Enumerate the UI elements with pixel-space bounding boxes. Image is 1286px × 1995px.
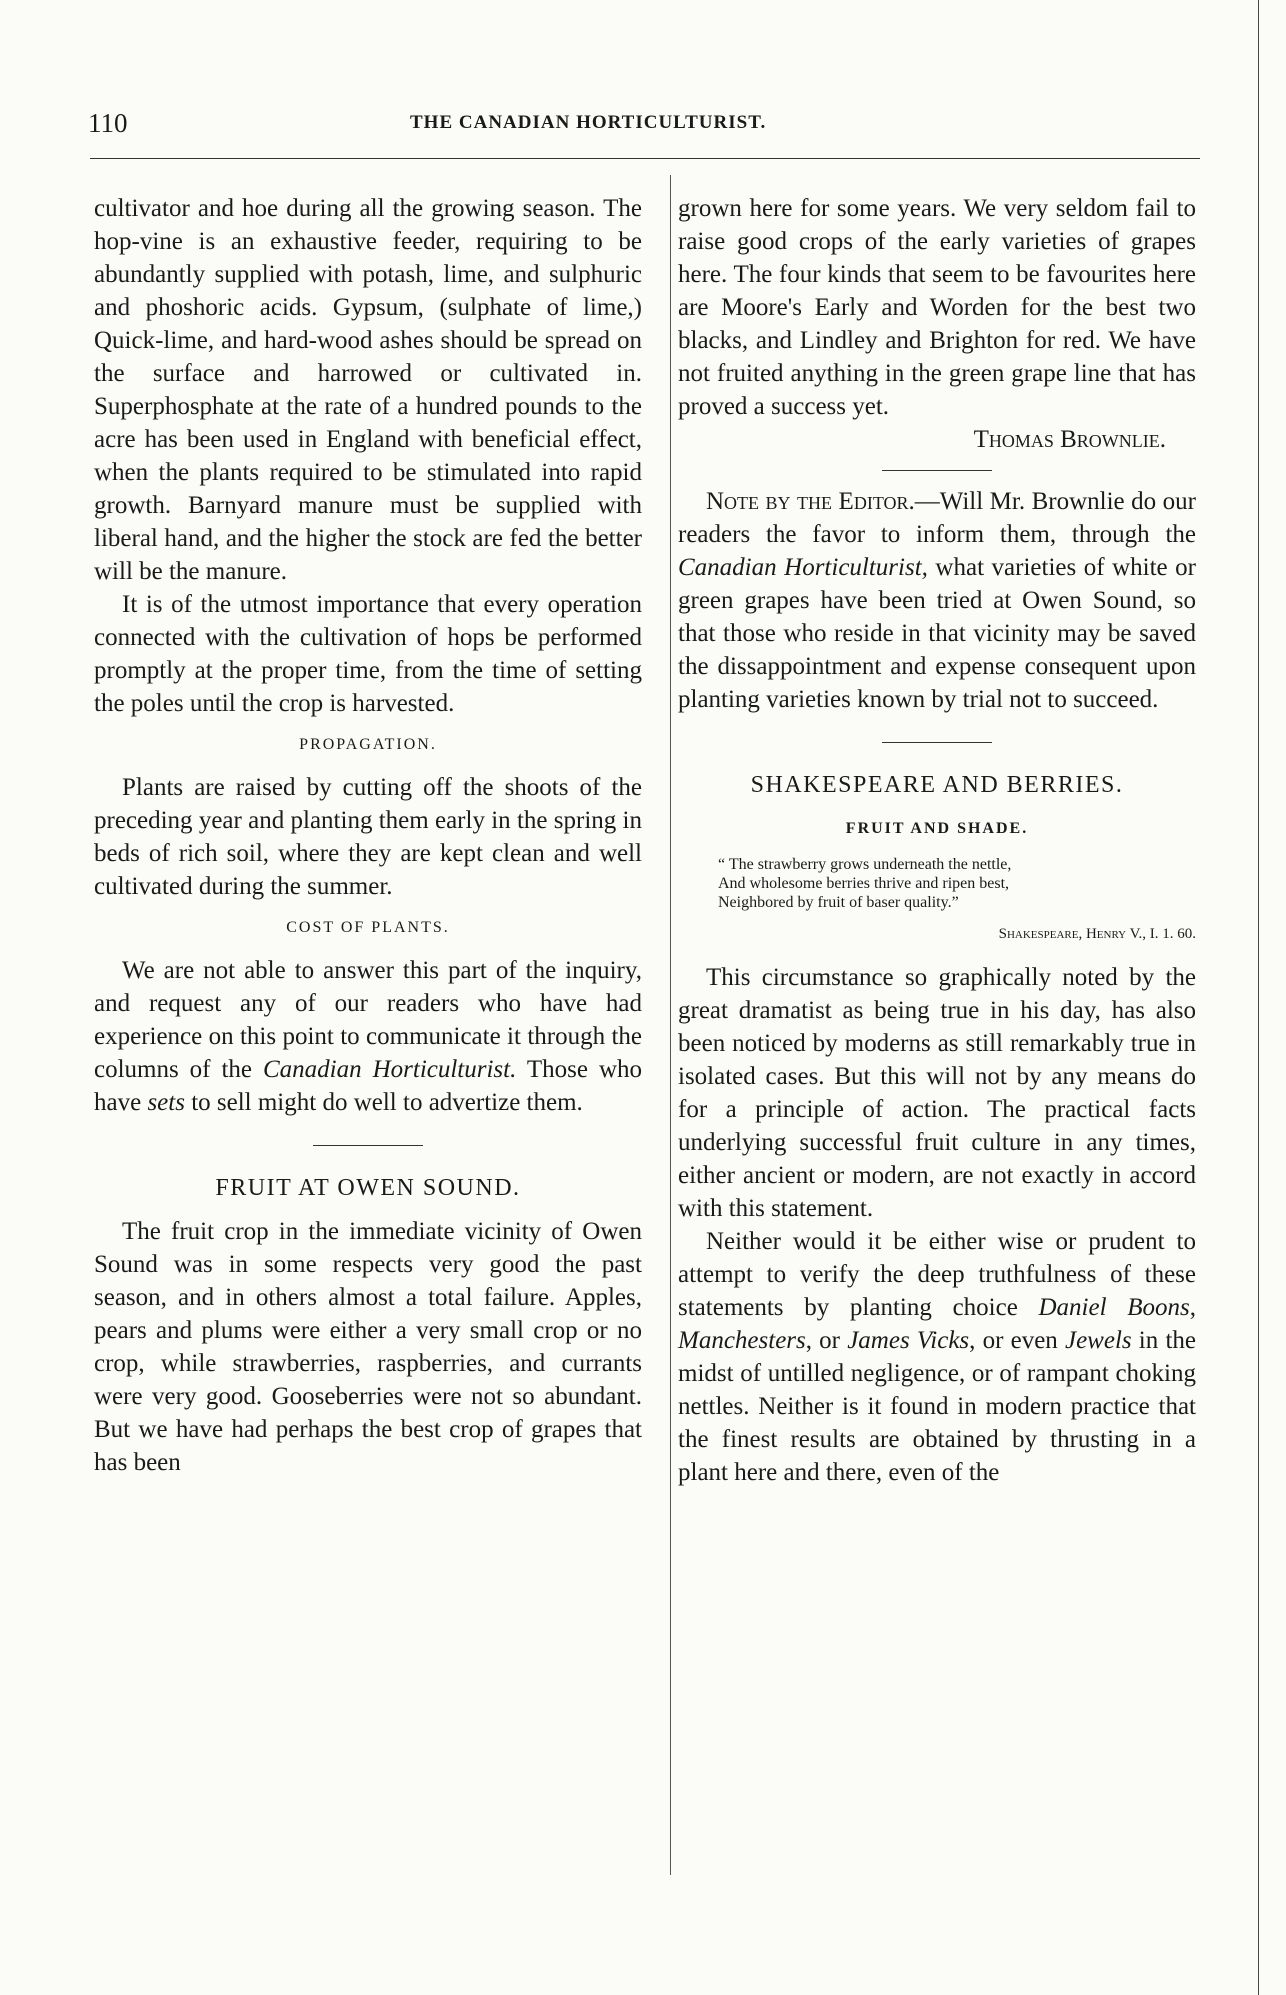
note-rule: [882, 470, 992, 471]
neither-text-5: in the midst of untilled negligence, or of rampant choking nettles. Neither is it found in modern practice that the finest results are obtained by thrusting in a plant here and there, even of the: [678, 1327, 1196, 1486]
shakespeare-heading: SHAKESPEARE AND BERRIES.: [750, 772, 1124, 798]
variety-daniel-boons: Daniel Boons: [1038, 1294, 1190, 1321]
quote-line-2: And wholesome berries thrive and ripen best,: [718, 875, 1010, 892]
editor-note-lead: Note by the Editor.: [706, 488, 915, 515]
circumstance-paragraph: This circumstance so graphically noted by the great dramatist as being true in his day, has also been noticed by moderns as still remarkably true in isolated cases. But this will not by any means do for a principle of action. The practical facts underlying successful fruit culture in any times, either ancient or modern, are not exactly in accord with this statement.: [678, 964, 1196, 1222]
quote-line-3: Neighbored by fruit of baser quality.”: [718, 894, 959, 911]
hop-culture-paragraph: cultivator and hoe during all the growing season. The hop-vine is an exhaustive feeder, requiring to be abundantly supplied with potash, lime, and sulphuric and phoshoric acids. Gypsum, (sulphate of lime,) Quick-lime, and hard-wood ashes should be spread on the surface and harrowed or cultivated in. Superphosphate at the rate of a hundred pounds to the acre has been used in England with beneficial effect, when the plants required to be stimulated into rapid growth. Barnyard manure must be supplied with liberal hand, and the higher the stock are fed the better will be the manure.: [94, 195, 642, 585]
author-signature: Thomas Brownlie.: [973, 426, 1166, 453]
editor-note-italic: Canadian Horticulturist,: [678, 554, 928, 581]
neither-text-2: ,: [1189, 1294, 1196, 1321]
editor-note-paragraph: [678, 485, 1196, 716]
section-rule: [313, 1145, 423, 1146]
owen-sound-heading: FRUIT AT OWEN SOUND.: [215, 1175, 521, 1201]
quote-line-1: “ The strawberry grows underneath the nettle,: [718, 856, 1012, 873]
page-number: 110: [88, 108, 128, 138]
section-rule-2: [882, 742, 992, 743]
propagation-paragraph: Plants are raised by cutting off the shoots of the preceding year and planting them early in the spring in beds of rich soil, where they are kept clean and well cultivated during the summer.: [94, 774, 642, 900]
cost-paragraph: [94, 954, 642, 1119]
neither-paragraph: [678, 1225, 1196, 1489]
timing-paragraph: It is of the utmost importance that every operation connected with the cultivation of hops be performed promptly at the proper time, from the time of setting the poles until the crop is harvested.: [94, 591, 642, 717]
cost-text-1: We are not able to answer this part of the inquiry, and request any of our readers who have had experience on this point to communicate it through the columns of the: [94, 957, 642, 1083]
owen-sound-paragraph: The fruit crop in the immediate vicinity of Owen Sound was in some respects very good the past season, and in others almost a total failure. Apples, pears and plums were either a very small crop or no crop, while strawberries, raspberries, and currants were very good. Gooseberries were not so abundant. But we have had perhaps the best crop of grapes that has been: [94, 1218, 642, 1476]
cost-text-2: Those who have: [94, 1056, 642, 1116]
page-edge-rule: [1258, 0, 1259, 1995]
cost-italic-title: Canadian Horticulturist.: [263, 1056, 517, 1083]
cost-text-3: to sell might do well to advertize them.: [184, 1089, 583, 1116]
right-column: [678, 192, 1196, 1489]
left-column: [94, 192, 642, 1479]
fruit-and-shade-heading: FRUIT AND SHADE.: [845, 820, 1029, 837]
epigraph-quote: [718, 855, 1166, 912]
editor-note-text-2: what varieties of white or green grapes have been tried at Owen Sound, so that those who reside in that vicinity may be saved the dissappointment and expense consequent upon planting varieties known by trial not to succeed.: [678, 554, 1196, 713]
variety-jewels: Jewels: [1064, 1327, 1132, 1354]
neither-text-3: , or: [805, 1327, 848, 1354]
header-rule: [90, 158, 1200, 159]
propagation-heading: PROPAGATION.: [299, 736, 437, 753]
running-title: THE CANADIAN HORTICULTURIST.: [410, 112, 767, 133]
cost-of-plants-heading: COST OF PLANTS.: [286, 919, 450, 936]
cost-italic-sets: sets: [147, 1089, 185, 1116]
editor-note-text-1: —Will Mr. Brownlie do our readers the favor to inform them, through the: [678, 488, 1196, 548]
column-divider: [670, 175, 671, 1875]
grapes-paragraph: grown here for some years. We very seldom fail to raise good crops of the early varieties of grapes here. The four kinds that seem to be favourites here are Moore's Early and Worden for the best two blacks, and Lindley and Brighton for red. We have not fruited anything in the green grape line that has proved a success yet.: [678, 195, 1196, 420]
quote-attribution: Shakespeare, Henry V., I. 1. 60.: [998, 926, 1196, 942]
neither-text-1: Neither would it be either wise or prudent to attempt to verify the deep truthfulness of these statements by planting choice: [678, 1228, 1196, 1321]
variety-james-vicks: James Vicks: [847, 1327, 970, 1354]
neither-text-4: , or even: [969, 1327, 1065, 1354]
variety-manchesters: Manchesters: [678, 1327, 806, 1354]
